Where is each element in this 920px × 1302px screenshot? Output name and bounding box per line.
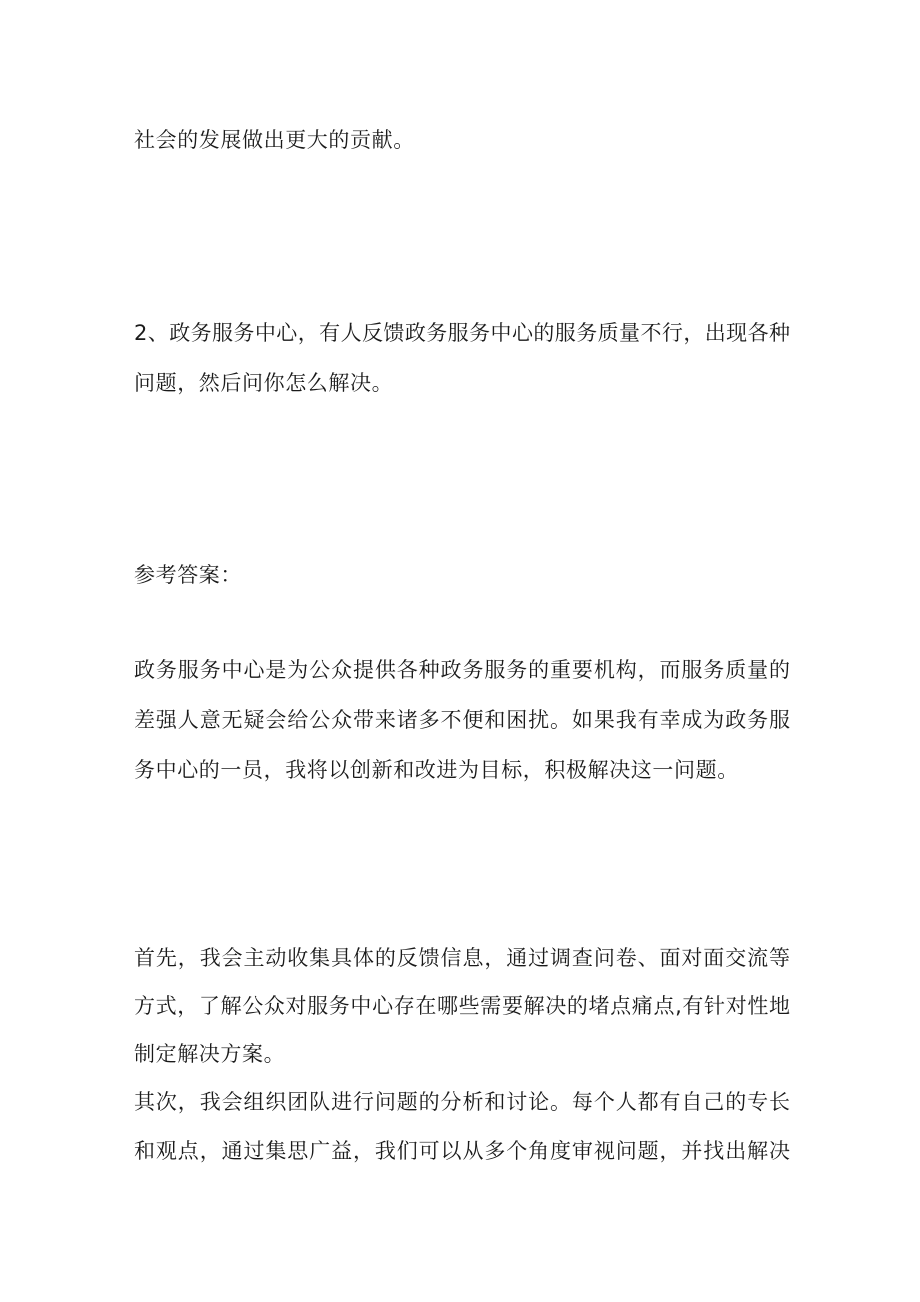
paragraph-3-line-1: 其次，我会组织团队进行问题的分析和讨论。每个人都有自己的专长 [134,1090,790,1114]
paragraph-1-line-2: 差强人意无疑会给公众带来诸多不便和困扰。如果我有幸成为政务服 [134,708,790,732]
question-line-2: 问题，然后问你怎么解决。 [134,371,394,395]
paragraph-2-line-2: 方式，了解公众对服务中心存在哪些需要解决的堵点痛点,有针对性地 [134,994,790,1018]
answer-label: 参考答案： [134,563,242,587]
paragraph-3-line-2: 和观点，通过集思广益，我们可以从多个角度审视问题，并找出解决 [134,1139,790,1163]
intro-tail-line: 社会的发展做出更大的贡献。 [134,128,415,152]
paragraph-1-line-1: 政务服务中心是为公众提供各种政务服务的重要机构，而服务质量的 [134,658,790,682]
paragraph-1-line-3: 务中心的一员，我将以创新和改进为目标，积极解决这一问题。 [134,758,739,782]
paragraph-2-line-1: 首先，我会主动收集具体的反馈信息，通过调查问卷、面对面交流等 [134,946,790,970]
paragraph-2-line-3: 制定解决方案。 [134,1042,286,1066]
question-line-1: 2、政务服务中心，有人反馈政务服务中心的服务质量不行，出现各种 [134,321,790,345]
